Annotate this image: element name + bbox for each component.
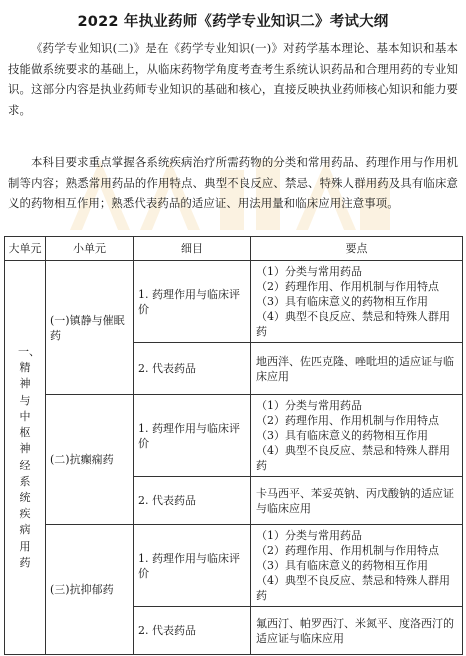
header-sub-unit: 小单元 <box>46 237 134 261</box>
point-item: （1）分类与常用药品 <box>256 399 362 412</box>
table-header-row <box>5 237 463 261</box>
detail-cell: 1. 药理作用与临床评价 <box>134 395 251 477</box>
points-cell <box>251 395 463 477</box>
points-cell <box>251 477 463 525</box>
points-cell <box>251 261 463 343</box>
major-unit-label: 一、精神与中枢神经系统疾病用药 <box>18 345 40 569</box>
table-row <box>5 261 463 343</box>
requirement-paragraph: 本科目要求重点掌握各系统疾病治疗所需药物的分类和常用药品、药理作用与作用机制等内容；熟悉常用药品的作用特点、典型不良反应、禁忌、特殊人群用药及具有临床意义的药物相互作用；熟悉代表药品的适应证、用法用量和临床应用注意事项。 <box>8 155 458 210</box>
sub-unit-cell: (二)抗癫痫药 <box>46 395 134 525</box>
point-item: （2）药理作用、作用机制与作用特点 <box>256 280 439 293</box>
page-title: 2022 年执业药师《药学专业知识二》考试大纲 <box>77 14 389 30</box>
points-cell <box>251 525 463 607</box>
header-points: 要点 <box>251 237 463 261</box>
point-item: 卡马西平、苯妥英钠、丙戊酸钠的适应证与临床应用 <box>256 486 454 515</box>
point-item: 地西泮、佐匹克隆、唑吡坦的适应证与临床应用 <box>256 354 454 383</box>
point-item: （2）药理作用、作用机制与作用特点 <box>256 544 439 557</box>
header-major-unit: 大单元 <box>5 237 46 261</box>
points-cell <box>251 607 463 655</box>
point-item: （1）分类与常用药品 <box>256 529 362 542</box>
detail-cell: 2. 代表药品 <box>134 607 251 655</box>
header-detail: 细目 <box>134 237 251 261</box>
point-item: （4）典型不良反应、禁忌和特殊人群用药 <box>256 574 450 602</box>
point-item: （4）典型不良反应、禁忌和特殊人群用药 <box>256 444 450 472</box>
point-item: （1）分类与常用药品 <box>256 265 362 278</box>
major-unit-cell <box>5 261 46 655</box>
syllabus-table <box>4 236 463 655</box>
point-item: （4）典型不良反应、禁忌和特殊人群用药 <box>256 310 450 338</box>
detail-cell: 1. 药理作用与临床评价 <box>134 261 251 343</box>
point-item: （2）药理作用、作用机制与作用特点 <box>256 414 439 427</box>
point-item: （3）具有临床意义的药物相互作用 <box>256 429 428 442</box>
detail-cell: 1. 药理作用与临床评价 <box>134 525 251 607</box>
point-item: （3）具有临床意义的药物相互作用 <box>256 559 428 572</box>
sub-unit-cell: (三)抗抑郁药 <box>46 525 134 655</box>
detail-cell: 2. 代表药品 <box>134 343 251 395</box>
table-row <box>5 395 463 477</box>
point-item: 氟西汀、帕罗西汀、米氮平、度洛西汀的适应证与临床应用 <box>256 616 454 645</box>
intro-paragraph: 《药学专业知识(二)》是在《药学专业知识(一)》对药学基本理论、基本知识和基本技能做系统要求的基础上，从临床药物学角度考查考生系统认识药品和合理用药的专业知识。这部分内容是执业药师专业知识的基础和核心，直接反映执业药师核心知识和能力要求。 <box>8 41 458 117</box>
point-item: （3）具有临床意义的药物相互作用 <box>256 295 428 308</box>
table-row <box>5 525 463 607</box>
points-cell <box>251 343 463 395</box>
sub-unit-cell: (一)镇静与催眠药 <box>46 261 134 395</box>
detail-cell: 2. 代表药品 <box>134 477 251 525</box>
